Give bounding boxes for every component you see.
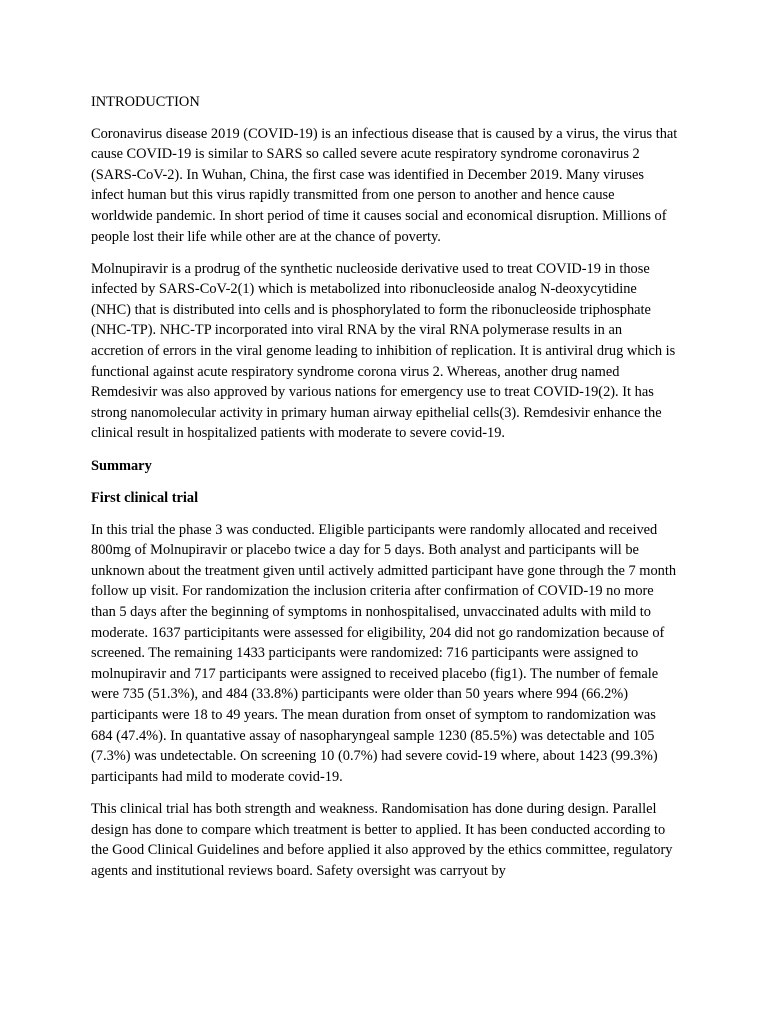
first-clinical-trial-heading: First clinical trial	[91, 489, 199, 506]
trial-paragraph-design: In this trial the phase 3 was conducted. Eligible participants were randomly allocated and received 800mg of Molnupiravir or placebo twice a day for 5 days. Both analyst and participants will be unknown about the treatment given until actively admitted participant have gone through the 7 month follow up visit. For randomization the inclusion criteria after confirmation of COVID-19 no more than 5 days after the beginning of symptoms in nonhospitalised, unvaccinated adults with mild to moderate. 1637 participitants were assessed for eligibility, 204 did not go randomization because of screened. The remaining 1433 participants were randomized: 716 participants were assigned to molnupiravir and 717 participants were assigned to received placebo (fig1). The number of female were 735 (51.3%), and 484 (33.8%) participants were older than 50 years where 994 (66.2%) participants were 18 to 49 years. The mean duration from onset of symptom to randomization was 684 (47.4%). In quantative assay of nasopharyngeal sample 1230 (85.5%) was detectable and 105 (7.3%) was undetectable. On screening 10 (0.7%) had severe covid-19 where, about 1423 (99.3%) participants had mild to moderate covid-19.	[91, 521, 677, 785]
introduction-heading: INTRODUCTION	[91, 94, 200, 110]
document-body	[91, 92, 678, 893]
intro-paragraph-molnupiravir: Molnupiravir is a prodrug of the synthetic nucleoside derivative used to treat COVID-19 in those infected by SARS-CoV-2(1) which is metabolized into ribonucleoside analog N-deoxycytidine (NHC) that is distributed into cells and is phosphorylated to form the ribonucleoside triphosphate (NHC-TP). NHC-TP incorporated into viral RNA by the viral RNA polymerase results in an accretion of errors in the viral genome leading to inhibition of replication. It is antiviral drug which is functional against acute respiratory syndrome corona virus 2. Whereas, another drug named Remdesivir was also approved by various nations for emergency use to treat COVID-19(2). It has strong nanomolecular activity in primary human airway epithelial cells(3). Remdesivir enhance the clinical result in hospitalized patients with moderate to severe covid-19.	[91, 260, 676, 442]
summary-heading: Summary	[91, 457, 152, 474]
trial-paragraph-strengths: This clinical trial has both strength and weakness. Randomisation has done during design. Parallel design has done to compare which treatment is better to applied. It has been conducted according to the Good Clinical Guidelines and before applied it also approved by the ethics committee, regulatory agents and institutional reviews board. Safety oversight was carryout by	[91, 800, 673, 879]
intro-paragraph-covid: Coronavirus disease 2019 (COVID-19) is an infectious disease that is caused by a virus, the virus that cause COVID-19 is similar to SARS so called severe acute respiratory syndrome coronavirus 2 (SARS-CoV-2). In Wuhan, China, the first case was identified in December 2019. Many viruses infect human but this virus rapidly transmitted from one person to another and hence cause worldwide pandemic. In short period of time it causes social and economical disruption. Millions of people lost their life while other are at the chance of poverty.	[91, 125, 678, 245]
